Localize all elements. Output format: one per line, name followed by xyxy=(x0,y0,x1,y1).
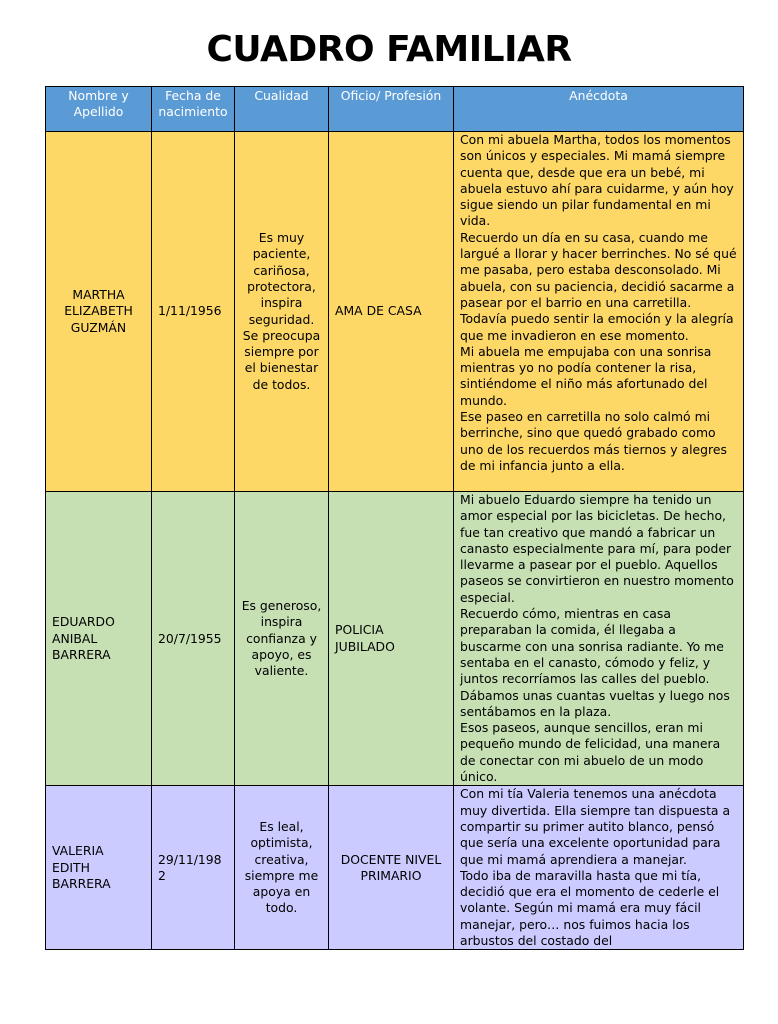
cell-quality: Es leal, optimista, creativa, siempre me apoya en todo. xyxy=(235,786,329,950)
page-title: CUADRO FAMILIAR xyxy=(206,29,572,70)
anecdote-paragraph: Con mi abuela Martha, todos los momentos son únicos y especiales. Mi mamá siempre cuenta que, desde que era un bebé, mi abuela estuvo ahí para cuidarme, y aún hoy sigue siendo un pilar fundamental en mi vida. xyxy=(460,132,734,229)
cell-name: EDUARDO ANIBAL BARRERA xyxy=(46,492,152,786)
header-birth-date: Fecha de nacimiento xyxy=(152,87,235,132)
cell-name: MARTHA ELIZABETH GUZMÁN xyxy=(46,132,152,492)
anecdote-paragraph: Esos paseos, aunque sencillos, eran mi pequeño mundo de felicidad, una manera de conectar con mi abuelo de un modo único. xyxy=(460,720,721,785)
cell-anecdote xyxy=(454,786,744,950)
cell-job: DOCENTE NIVEL PRIMARIO xyxy=(329,786,454,950)
cell-job: POLICIA JUBILADO xyxy=(329,492,454,786)
anecdote-paragraph: Todo iba de maravilla hasta que mi tía, decidió que era el momento de cederle el volante. Según mi mamá era muy fácil manejar, pero… nos fuimos hacia los arbustos del costado del xyxy=(460,867,720,949)
cell-anecdote xyxy=(454,132,744,492)
table-row xyxy=(46,786,744,950)
table-header-row xyxy=(46,87,744,132)
cell-birth-date: 20/7/1955 xyxy=(152,492,235,786)
anecdote-paragraph: Con mi tía Valeria tenemos una anécdota muy divertida. Ella siempre tan dispuesta a compartir su primer autito blanco, pensó que sería una excelente oportunidad para que mi mamá aprendiera a manejar. xyxy=(460,786,731,867)
cell-quality: Es muy paciente, cariñosa, protectora, inspira seguridad. Se preocupa siempre por el bienestar de todos. xyxy=(235,132,329,492)
cell-job: AMA DE CASA xyxy=(329,132,454,492)
family-table xyxy=(45,86,744,950)
anecdote-paragraph: Mi abuela me empujaba con una sonrisa mientras yo no podía contener la risa, sintiéndome el niño más afortunado del mundo. xyxy=(460,343,712,408)
header-job: Oficio/ Profesión xyxy=(329,87,454,132)
table-row xyxy=(46,132,744,492)
anecdote-paragraph: Recuerdo un día en su casa, cuando me largué a llorar y hacer berrinches. No sé qué me pasaba, pero estaba desconsolado. Mi abuela, con su paciencia, decidió sacarme a pasear por el barrio en una carretilla. Todavía puedo sentir la emoción y la alegría que me invadieron en ese momento. xyxy=(460,229,737,343)
table-row xyxy=(46,492,744,786)
cell-birth-date: 1/11/1956 xyxy=(152,132,235,492)
anecdote-paragraph: Recuerdo cómo, mientras en casa preparaban la comida, él llegaba a buscarme con una sonrisa radiante. Yo me sentaba en el canasto, cómodo y feliz, y juntos recorríamos las calles del pueblo. Dábamos unas cuantas vueltas y luego nos sentábamos en la plaza. xyxy=(460,606,730,719)
header-name: Nombre y Apellido xyxy=(46,87,152,132)
cell-name: VALERIA EDITH BARRERA xyxy=(46,786,152,950)
anecdote-paragraph: Mi abuelo Eduardo siempre ha tenido un amor especial por las bicicletas. De hecho, fue tan creativo que mandó a fabricar un canasto especialmente para mí, para poder llevarme a pasear por el pueblo. Aquellos paseos se convirtieron en nuestro momento especial. xyxy=(460,492,734,605)
header-anecdote: Anécdota xyxy=(454,87,744,132)
cell-quality: Es generoso, inspira confianza y apoyo, es valiente. xyxy=(235,492,329,786)
anecdote-paragraph: Ese paseo en carretilla no solo calmó mi berrinche, sino que quedó grabado como uno de los recuerdos más tiernos y alegres de mi infancia junto a ella. xyxy=(460,409,727,473)
header-quality: Cualidad xyxy=(235,87,329,132)
cell-anecdote xyxy=(454,492,744,786)
cell-birth-date: 29/11/1982 xyxy=(152,786,235,950)
